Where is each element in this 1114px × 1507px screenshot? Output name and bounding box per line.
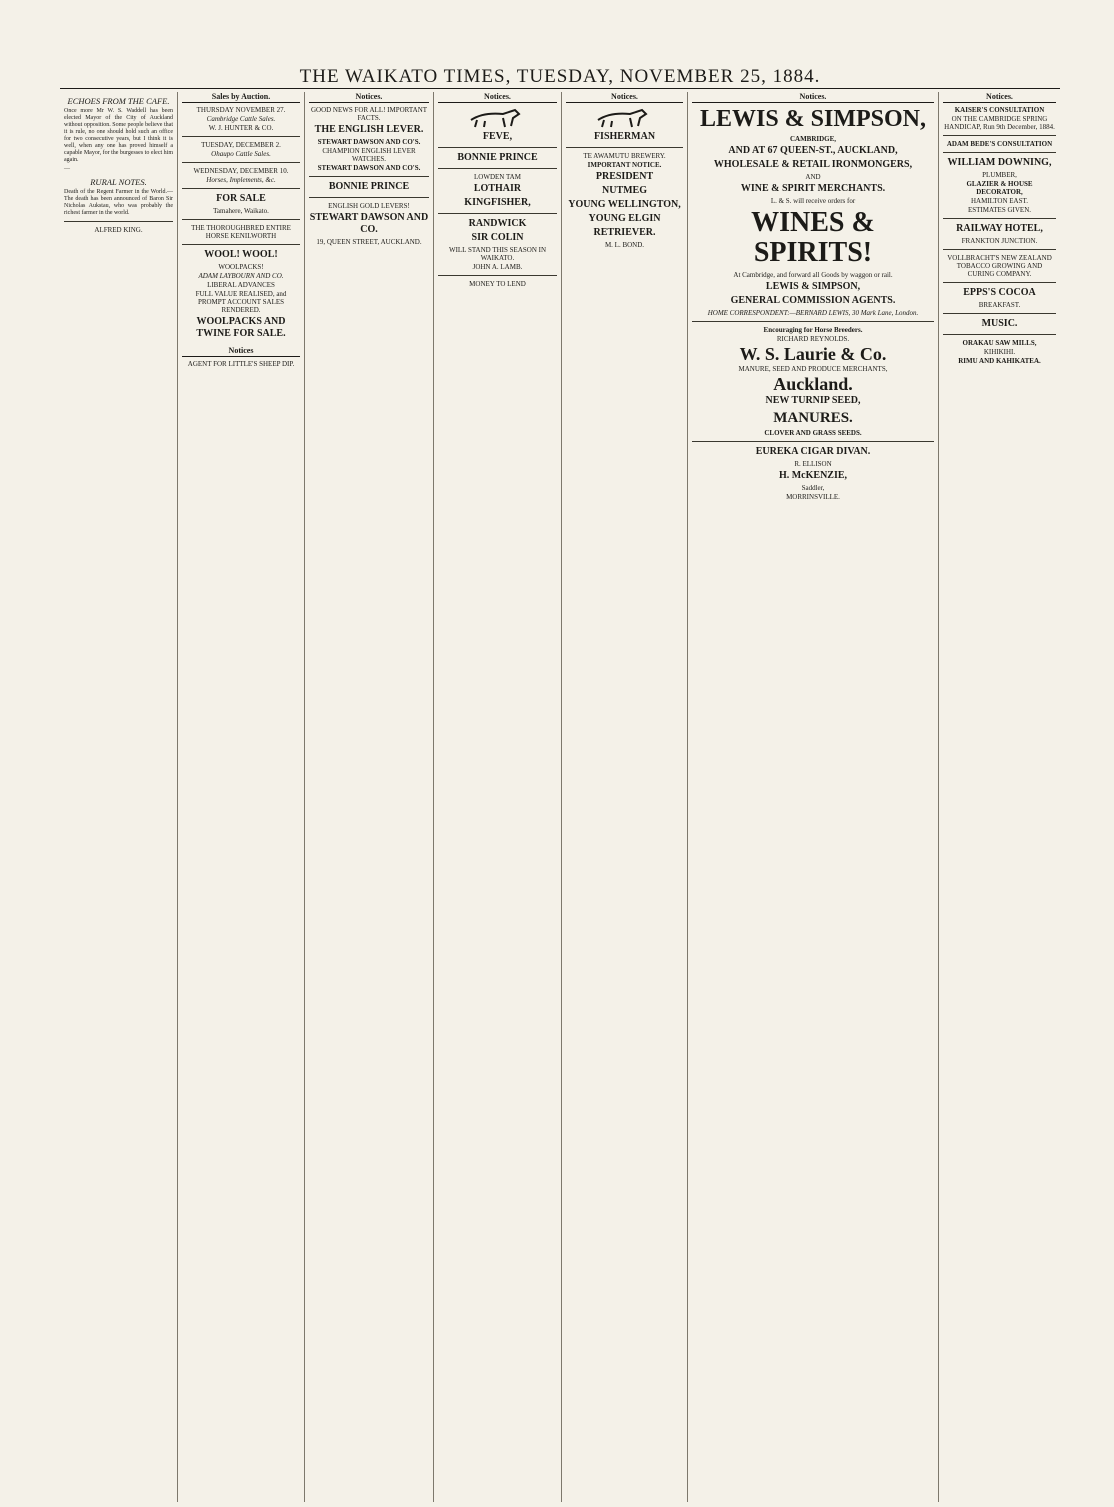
sir-colin: SIR COLIN	[471, 232, 524, 243]
english-lever: THE ENGLISH LEVER.	[314, 124, 424, 135]
column-6	[688, 92, 939, 1502]
woolpacks-sale: WOOLPACKS AND TWINE FOR SALE.	[196, 316, 286, 339]
rural-title: RURAL NOTES.	[90, 177, 147, 187]
divider	[182, 244, 300, 245]
horse-breeders: Encouraging for Horse Breeders.	[763, 326, 863, 334]
sale-title-2: Ohaupo Cattle Sales.	[211, 150, 271, 158]
william-downing: WILLIAM DOWNING,	[947, 157, 1052, 168]
gold-levers: ENGLISH GOLD LEVERS!	[328, 202, 410, 210]
manures: MANURES.	[773, 410, 853, 426]
kingfisher: KINGFISHER,	[464, 197, 531, 208]
columns	[60, 92, 1060, 1502]
ellison: R. ELLISON	[794, 460, 832, 468]
young-wellington: YOUNG WELLINGTON,	[568, 199, 681, 210]
estimates: ESTIMATES GIVEN.	[968, 206, 1031, 214]
col3-head: Notices.	[309, 92, 429, 103]
divider	[943, 282, 1056, 283]
president: PRESIDENT	[595, 171, 654, 182]
bonnie-prince: BONNIE PRINCE	[328, 181, 410, 192]
clover: CLOVER AND GRASS SEEDS.	[764, 429, 862, 437]
kihikihi: KIHIKIHI.	[983, 348, 1016, 356]
stewart-address: 19, QUEEN STREET, AUCKLAND.	[316, 238, 422, 246]
sale-date-3: WEDNESDAY, DECEMBER 10.	[193, 167, 289, 175]
rimu-kahikatea: RIMU AND KAHIKATEA.	[958, 357, 1041, 365]
divider	[182, 136, 300, 137]
divider	[943, 218, 1056, 219]
divider	[64, 221, 173, 222]
divider	[692, 321, 934, 322]
notices-head: Notices	[182, 346, 300, 357]
awamutu-brewery: TE AWAMUTU BREWERY.	[583, 152, 666, 160]
nutmeg: NUTMEG	[602, 185, 647, 196]
lewis-simpson-2: LEWIS & SIMPSON,	[765, 281, 861, 292]
orders: L. & S. will receive orders for	[770, 197, 856, 205]
queen-street: AND AT 67 QUEEN-ST., AUCKLAND,	[728, 145, 898, 156]
divider	[943, 249, 1056, 250]
divider	[566, 147, 683, 148]
divider	[438, 275, 557, 276]
little-sheep-dip: AGENT FOR LITTLE'S SHEEP DIP.	[187, 360, 295, 368]
young-elgin: YOUNG ELGIN	[588, 213, 661, 224]
epps-cocoa: EPPS'S COCOA	[963, 287, 1036, 298]
divider	[182, 188, 300, 189]
handicap: ON THE CAMBRIDGE SPRING HANDICAP, Run 9th December, 1884.	[944, 115, 1055, 131]
lothair: LOTHAIR	[473, 183, 522, 194]
column-1	[60, 92, 178, 1502]
cambridge: CAMBRIDGE,	[789, 135, 837, 143]
column-7	[939, 92, 1060, 1502]
forward-goods: At Cambridge, and forward all Goods by waggon or rail.	[733, 271, 893, 279]
col4-head: Notices.	[438, 92, 557, 103]
divider	[943, 152, 1056, 153]
sellers-1: W. J. HUNTER & CO.	[208, 124, 274, 132]
glazier: GLAZIER & HOUSE DECORATOR,	[966, 180, 1033, 196]
tamahere: Tamahere, Waikato.	[213, 207, 269, 215]
good-news: GOOD NEWS FOR ALL! IMPORTANT FACTS.	[310, 106, 428, 122]
and: AND	[805, 173, 821, 181]
stewart-dawson-1: STEWART DAWSON AND CO'S.	[317, 138, 421, 146]
breakfast: BREAKFAST.	[978, 301, 1021, 309]
column-2	[178, 92, 305, 1502]
randwick: RANDWICK	[468, 218, 527, 229]
kenilworth: THE THOROUGHBRED ENTIRE HORSE KENILWORTH	[191, 224, 291, 240]
wool: WOOL! WOOL!	[204, 249, 278, 260]
col5-head: Notices.	[566, 92, 683, 103]
commission-agents: GENERAL COMMISSION AGENTS.	[730, 295, 896, 306]
liberal-advances: LIBERAL ADVANCES	[207, 281, 275, 289]
important-notice: IMPORTANT NOTICE.	[587, 161, 662, 169]
divider	[309, 176, 429, 177]
stewart-dawson-3: STEWART DAWSON AND CO.	[309, 212, 429, 235]
woolpacks: WOOLPACKS!	[218, 263, 264, 271]
masthead: THE WAIKATO TIMES, TUESDAY, NOVEMBER 25, 1884.	[60, 66, 1060, 89]
divider	[309, 197, 429, 198]
saddler: Saddler,	[801, 484, 825, 492]
stewart-dawson-2: STEWART DAWSON AND CO'S.	[317, 164, 421, 172]
turnip-seed: NEW TURNIP SEED,	[765, 395, 861, 406]
money-to-lend: MONEY TO LEND	[469, 280, 526, 288]
laurie: W. S. Laurie & Co.	[739, 344, 887, 364]
column-4	[434, 92, 562, 1502]
lowden-tam: LOWDEN TAM	[474, 173, 521, 181]
john-lamb: JOHN A. LAMB.	[472, 263, 523, 271]
sale-date-2: TUESDAY, DECEMBER 2.	[201, 141, 281, 149]
hamilton-east: HAMILTON EAST.	[970, 197, 1029, 205]
col7-head: Notices.	[943, 92, 1056, 103]
manure-merchants: MANURE, SEED AND PRODUCE MERCHANTS,	[738, 365, 888, 373]
divider	[182, 162, 300, 163]
vollbracht: VOLLBRACHT'S NEW ZEALAND TOBACCO GROWING AND CURING COMPANY.	[947, 254, 1052, 278]
champion-levers: CHAMPION ENGLISH LEVER WATCHES.	[322, 147, 416, 163]
column-5	[562, 92, 688, 1502]
divider	[943, 334, 1056, 335]
retriever: RETRIEVER.	[593, 227, 656, 238]
echoes-title: ECHOES FROM THE CAFE.	[67, 96, 170, 106]
fisherman: FISHERMAN	[593, 131, 656, 142]
frankton: FRANKTON JUNCTION.	[961, 237, 1038, 245]
sale-title-3: Horses, Implements, &c.	[206, 176, 276, 184]
col6-head: Notices.	[692, 92, 934, 103]
divider	[438, 147, 557, 148]
season-notice: WILL STAND THIS SEASON IN WAIKATO.	[448, 246, 547, 262]
auckland: Auckland.	[773, 374, 853, 394]
orakau: ORAKAU SAW MILLS,	[962, 339, 1037, 347]
reynolds: RICHARD REYNOLDS.	[776, 335, 850, 343]
bonnie-prince-2: BONNIE PRINCE	[457, 152, 538, 163]
text-filler: —	[64, 166, 70, 172]
morrinsville: MORRINSVILLE.	[786, 493, 840, 501]
col1-footer: ALFRED KING.	[94, 226, 143, 234]
railway-hotel: RAILWAY HOTEL,	[956, 223, 1043, 234]
horse-illustration	[463, 106, 533, 128]
echoes-text: Once more Mr W. S. Waddell has been elected Mayor of the City of Auckland without opposition. Some people believe that it is rule, no one should hold such an office for two consecutive years, but I think it is well, when any one has proved himself a capable Mayor, for the burgesses to elect him again.	[64, 108, 173, 163]
plumber: PLUMBER,	[982, 171, 1017, 179]
wines-spirits: WINES & SPIRITS!	[751, 207, 875, 268]
sale-title-1: Cambridge Cattle Sales.	[206, 115, 276, 123]
column-3	[305, 92, 434, 1502]
divider	[438, 168, 557, 169]
horse-illustration	[590, 106, 660, 128]
divider	[438, 213, 557, 214]
divider	[182, 219, 300, 220]
kaiser: KAISER'S CONSULTATION	[954, 106, 1045, 114]
music: MUSIC.	[981, 318, 1018, 329]
rural-text: Death of the Regent Farmer in the World.—The death has been announced of Baron Sir Nicholas Aukstau, who was probably the richest farmer in the world.	[64, 189, 173, 216]
divider	[943, 135, 1056, 136]
divider	[943, 313, 1056, 314]
wine-merchants: WINE & SPIRIT MERCHANTS.	[740, 183, 886, 194]
full-value: FULL VALUE REALISED, and PROMPT ACCOUNT SALES RENDERED.	[195, 290, 287, 314]
bond: M. L. BOND.	[604, 241, 645, 249]
lewis-simpson-title: LEWIS & SIMPSON,	[699, 106, 927, 132]
col2-head: Sales by Auction.	[182, 92, 300, 103]
wholesale: WHOLESALE & RETAIL IRONMONGERS,	[713, 159, 913, 170]
adam-bede: ADAM BEDE'S CONSULTATION	[946, 140, 1053, 148]
mckenzie: H. McKENZIE,	[778, 470, 848, 481]
home-correspondent: HOME CORRESPONDENT:—BERNARD LEWIS, 30 Mark Lane, London.	[707, 309, 919, 317]
for-sale: FOR SALE	[216, 193, 266, 204]
eureka-cigar: EUREKA CIGAR DIVAN.	[755, 446, 871, 457]
sale-date-1: THURSDAY NOVEMBER 27.	[196, 106, 286, 114]
feve: FEVE,	[482, 131, 513, 142]
adam-laybourn: ADAM LAYBOURN AND CO.	[198, 272, 284, 280]
divider	[692, 441, 934, 442]
